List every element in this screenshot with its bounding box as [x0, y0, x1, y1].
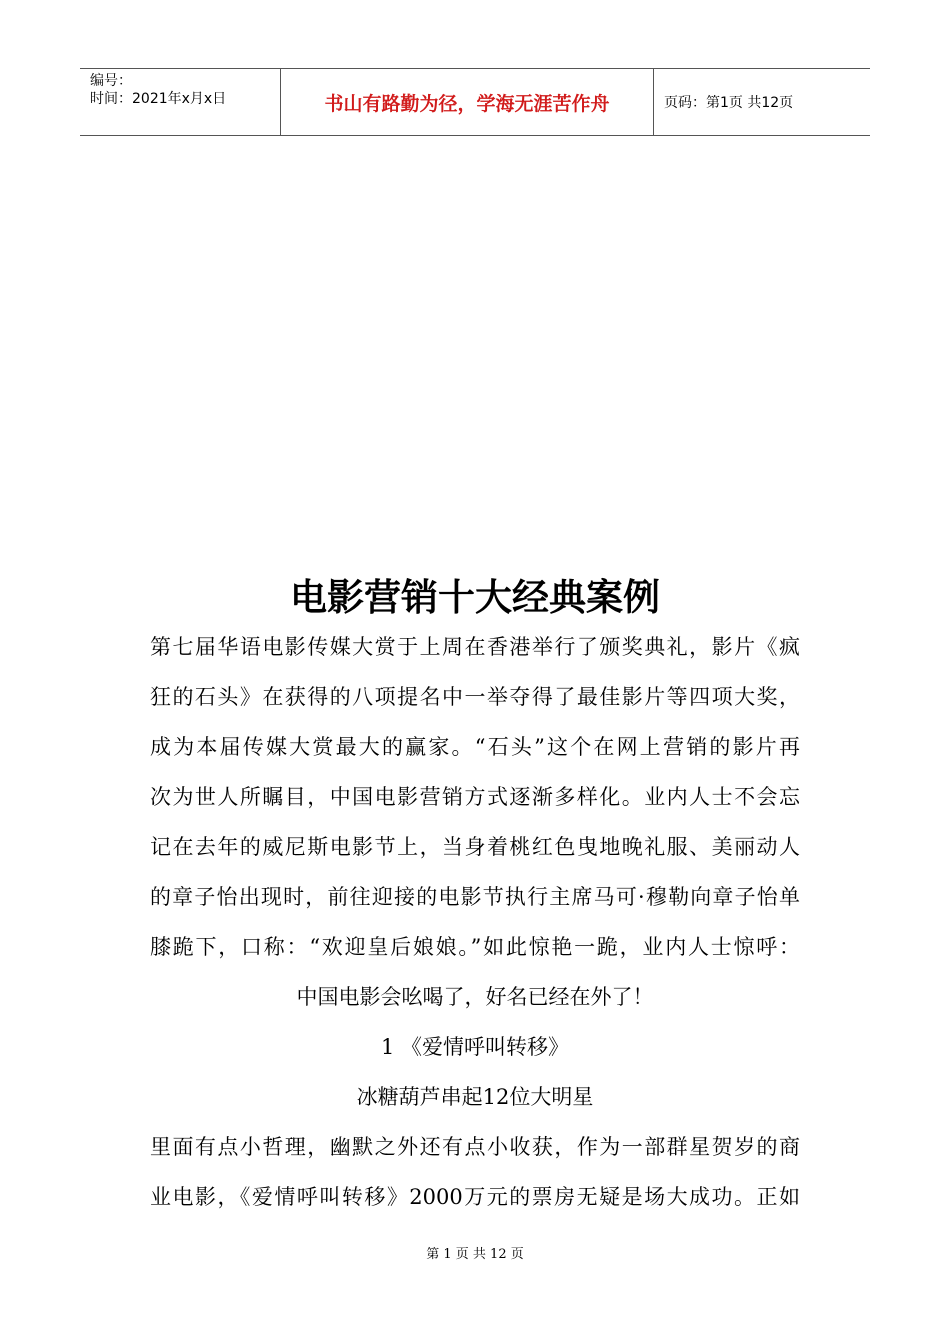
body-line: 的章子怡出现时，前往迎接的电影节执行主席马可·穆勒向章子怡单 — [150, 885, 800, 909]
header-page-cell — [654, 69, 870, 135]
number-label: 编号： — [90, 73, 132, 89]
header-motto-cell — [281, 69, 654, 135]
section-heading: 1 《爱情呼叫转移》 — [380, 1035, 570, 1059]
closing-line: 中国电影会吆喝了，好名已经在外了！ — [296, 985, 654, 1009]
document-title: 电影营销十大经典案例 — [290, 576, 660, 619]
header-page-info: 页码：第1页 共12页 — [664, 95, 794, 111]
body-line: 成为本届传媒大赏最大的赢家。“石头”这个在网上营销的影片再 — [150, 735, 800, 759]
section-line: 里面有点小哲理，幽默之外还有点小收获，作为一部群星贺岁的商 — [150, 1135, 800, 1159]
body-line: 膝跪下，口称：“欢迎皇后娘娘。”如此惊艳一跪，业内人士惊呼： — [150, 935, 800, 959]
body-line: 第七届华语电影传媒大赏于上周在香港举行了颁奖典礼，影片《疯 — [150, 635, 800, 659]
section-line: 业电影，《爱情呼叫转移》2000万元的票房无疑是场大成功。正如 — [150, 1185, 800, 1209]
section-subheading: 冰糖葫芦串起12位大明星 — [356, 1085, 594, 1109]
body-line: 狂的石头》在获得的八项提名中一举夺得了最佳影片等四项大奖， — [150, 685, 800, 709]
body-line: 次为世人所瞩目，中国电影营销方式逐渐多样化。业内人士不会忘 — [150, 785, 800, 809]
header-meta-cell — [80, 69, 281, 135]
document-header — [80, 68, 870, 136]
header-motto: 书山有路勤为径，学海无涯苦作舟 — [324, 92, 610, 115]
page-footer: 第 1 页 共 12 页 — [426, 1247, 524, 1262]
body-line: 记在去年的威尼斯电影节上，当身着桃红色曳地晚礼服、美丽动人 — [150, 835, 800, 859]
time-label: 时间：2021年x月x日 — [90, 91, 227, 107]
